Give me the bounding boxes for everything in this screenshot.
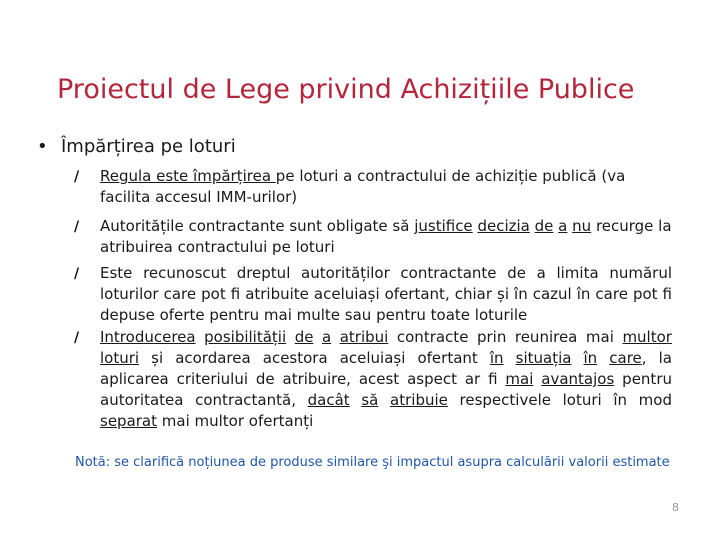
- underlined-text: loturi: [100, 349, 140, 367]
- sub-bullet-text: [100, 217, 672, 256]
- text-segment: [571, 349, 583, 367]
- underlined-text: de: [294, 328, 314, 346]
- underlined-text: posibilității: [204, 328, 287, 346]
- text-segment: [331, 328, 340, 346]
- underlined-text: avantajos: [541, 370, 615, 388]
- sub-bullet-3: [74, 263, 672, 326]
- underlined-text: decizia: [477, 217, 530, 235]
- sub-bullet-2: [74, 216, 672, 258]
- underlined-text: multor: [622, 328, 672, 346]
- text-segment: contracte prin reunirea mai: [388, 328, 623, 346]
- sub-bullet-4: [74, 327, 672, 432]
- text-segment: pentru autoritatea contractantă,: [100, 370, 672, 409]
- underlined-text: în: [489, 349, 504, 367]
- sub-bullet-1: [74, 166, 672, 208]
- text-segment: Este recunoscut dreptul autorităților contractante de a limita numărul loturilor care pot fi atribuite aceluiași ofertant, chiar și în cazul în care pot fi depuse oferte pentru mai multe sau pentru toate loturile: [100, 264, 672, 324]
- text-segment: , la aplicarea criteriului de atribuire, acest aspect ar fi: [100, 349, 672, 388]
- underlined-text: care: [609, 349, 642, 367]
- underlined-text: să: [361, 391, 379, 409]
- underlined-text: atribui: [339, 328, 389, 346]
- underlined-text: Introducerea: [100, 328, 196, 346]
- sub-bullet-text: [100, 167, 625, 206]
- text-segment: respectivele loturi în mod: [447, 391, 672, 409]
- dash-bullet-icon: /: [74, 330, 80, 346]
- underlined-text: justifice: [414, 217, 473, 235]
- underlined-text: nu: [572, 217, 592, 235]
- main-bullet-text: Împărțirea pe loturi: [61, 136, 236, 157]
- bullet-dot-icon: •: [37, 136, 48, 157]
- dash-bullet-icon: /: [74, 266, 80, 282]
- underlined-text: separat: [100, 412, 157, 430]
- text-segment: [378, 391, 390, 409]
- page-number: 8: [672, 501, 679, 514]
- text-segment: pe loturi a contractului de achiziție publică (va facilita accesul IMM-urilor): [100, 167, 626, 206]
- text-segment: și acordarea acestora aceluiași ofertant: [139, 349, 490, 367]
- underlined-text: a: [321, 328, 332, 346]
- sub-bullet-text: [100, 327, 672, 432]
- underlined-text: mai: [505, 370, 534, 388]
- underlined-text: Regula este împărțirea: [100, 167, 276, 185]
- text-segment: [597, 349, 609, 367]
- text-segment: [313, 328, 322, 346]
- text-segment: [350, 391, 362, 409]
- underlined-text: atribuie: [390, 391, 448, 409]
- text-segment: recurge la atribuirea contractului pe loturi: [100, 217, 672, 256]
- underlined-text: în: [583, 349, 598, 367]
- underlined-text: de: [534, 217, 554, 235]
- underlined-text: a: [558, 217, 568, 235]
- sub-bullet-text: [100, 263, 672, 326]
- note-text: Notă: se clarifică noțiunea de produse similare şi impactul asupra calculării valorii estimate: [75, 455, 670, 470]
- dash-bullet-icon: /: [74, 169, 80, 185]
- text-segment: mai multor ofertanți: [157, 412, 314, 430]
- text-segment: [286, 328, 295, 346]
- underlined-text: dacât: [307, 391, 350, 409]
- main-bullet: [37, 136, 236, 157]
- underlined-text: situația: [515, 349, 572, 367]
- text-segment: [504, 349, 516, 367]
- text-segment: Autoritățile contractante sunt obligate să: [100, 217, 415, 235]
- dash-bullet-icon: /: [74, 219, 80, 235]
- text-segment: [196, 328, 205, 346]
- slide-title: Proiectul de Lege privind Achizițiile Publice: [57, 74, 635, 105]
